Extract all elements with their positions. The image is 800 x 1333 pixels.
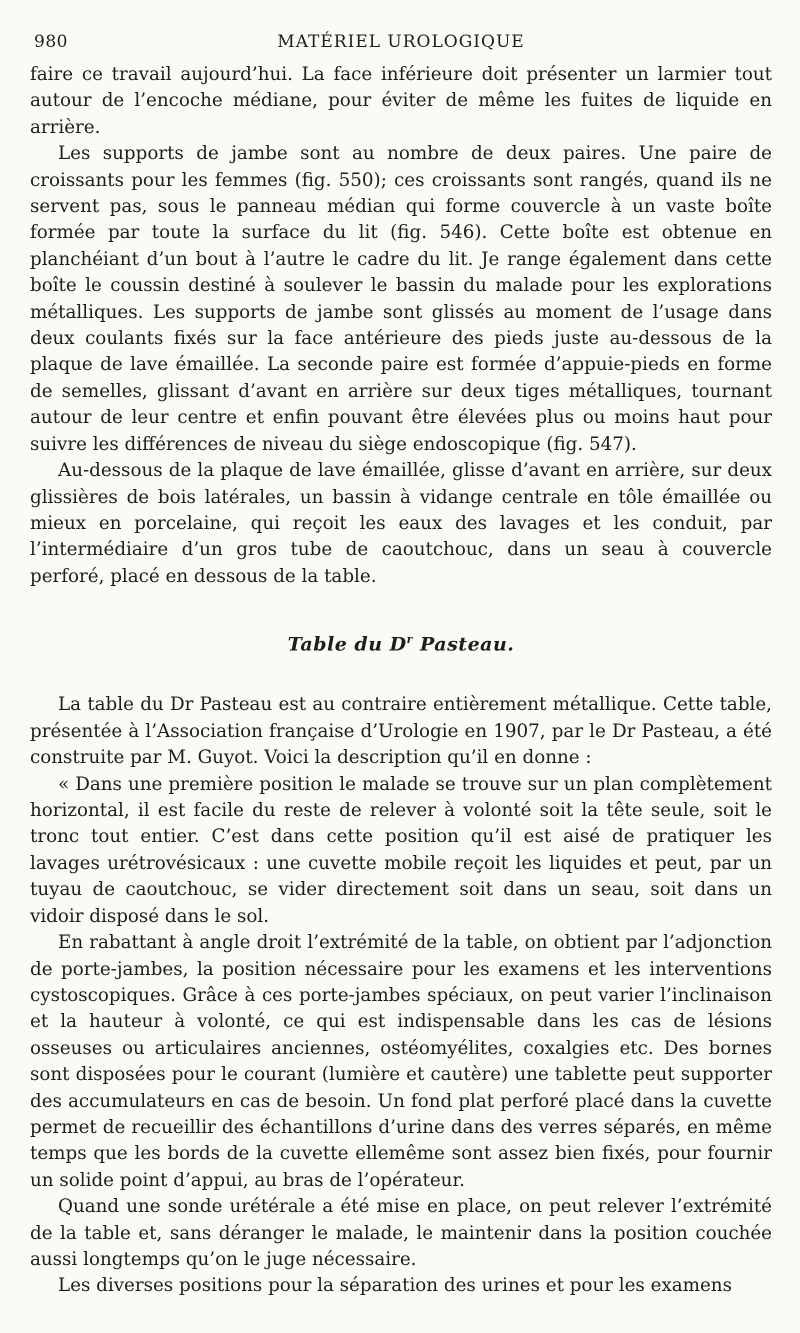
paragraph: Les supports de jambe sont au nombre de deux paires. Une paire de croissants pour les femmes (fig. 550); ces croissants sont rangés, quand ils ne servent pas, sous le panneau médian qui forme couvercle à un vaste boîte formée par toute la surface du lit (fig. 546). Cette boîte est obtenue en planchéiant d’un bout à l’autre le cadre du lit. Je range également dans cette boîte le coussin destiné à soulever le bassin du malade pour les explorations métalliques. Les supports de jambe sont glissés au moment de l’usage dans deux coulants fixés sur la face antérieure des pieds juste au-dessous de la plaque de lave émaillée. La seconde paire est formée d’appuie-pieds en forme de semelles, glissant d’avant en arrière sur deux tiges métalliques, tournant autour de leur centre et enfin pouvant être élevées plus ou moins haut pour suivre les différences de niveau du siège endoscopique (fig. 547). — [30, 143, 772, 455]
paragraph: faire ce travail aujourd’hui. La face inférieure doit présenter un larmier tout autour de l’encoche médiane, pour éviter de même les fuites de liquide en arrière. — [30, 64, 772, 138]
paragraph: Quand une sonde urétérale a été mise en place, on peut relever l’extrémité de la table et, sans déranger le malade, le maintenir dans la position couchée aussi longtemps qu’on le juge nécessaire. — [30, 1196, 772, 1270]
paragraph: Au-dessous de la plaque de lave émaillée, glisse d’avant en arrière, sur deux glissières de bois latérales, un bassin à vidange centrale en tôle émaillée ou mieux en porcelaine, qui reçoit les eaux des lavages et les conduit, par l’intermédiaire d’un gros tube de caoutchouc, dans un seau à couvercle perforé, placé en dessous de la table. — [30, 460, 772, 587]
paragraph: Les diverses positions pour la séparation des urines et pour les examens — [58, 1275, 732, 1297]
section-heading-text-end: Pasteau. — [412, 633, 515, 656]
section-heading-text: Table du D — [287, 633, 407, 656]
paragraph: « Dans une première position le malade se trouve sur un plan complètement horizontal, il est facile du reste de relever à volonté soit la tête seule, soit le tronc tout entier. C’est dans cette position qu’il est aisé de pratiquer les lavages urétrovésicaux : une cuvette mobile reçoit les liquides et peut, par un tuyau de caoutchouc, se vider directement soit dans un seau, soit dans un vidoir disposé dans le sol. — [30, 773, 772, 927]
section-heading — [30, 590, 772, 692]
section-heading-superscript: r — [406, 633, 413, 647]
page-number: 980 — [34, 32, 68, 52]
paragraph: En rabattant à angle droit l’extrémité de la table, on obtient par l’adjonction de porte-jambes, la position nécessaire pour les examens et les interventions cystoscopiques. Grâce à ces porte-jambes spéciaux, on peut varier l’inclinaison et la hauteur à volonté, ce qui est indispensable dans les cas de lésions osseuses ou articulaires anciennes, ostéomyélites, coxalgies etc. Des bornes sont disposées pour le courant (lumière et cautère) une tablette peut supporter des accumulateurs en cas de besoin. Un fond plat perforé placé dans la cuvette permet de recueillir des échantillons d’urine dans des verres séparés, en même temps que les bords de la cuvette ellemême sont assez bien fixés, pour fournir un solide point d’appui, au bras de l’opérateur. — [30, 932, 772, 1191]
page-header — [30, 22, 772, 62]
paragraph: La table du Dr Pasteau est au contraire entièrement métallique. Cette table, présentée à l’Association française d’Urologie en 1907, par le Dr Pasteau, a été construite par M. Guyot. Voici la description qu’il en donne : — [30, 694, 772, 769]
running-title: MATÉRIEL UROLOGIQUE — [277, 32, 525, 52]
body-text — [30, 62, 772, 1300]
